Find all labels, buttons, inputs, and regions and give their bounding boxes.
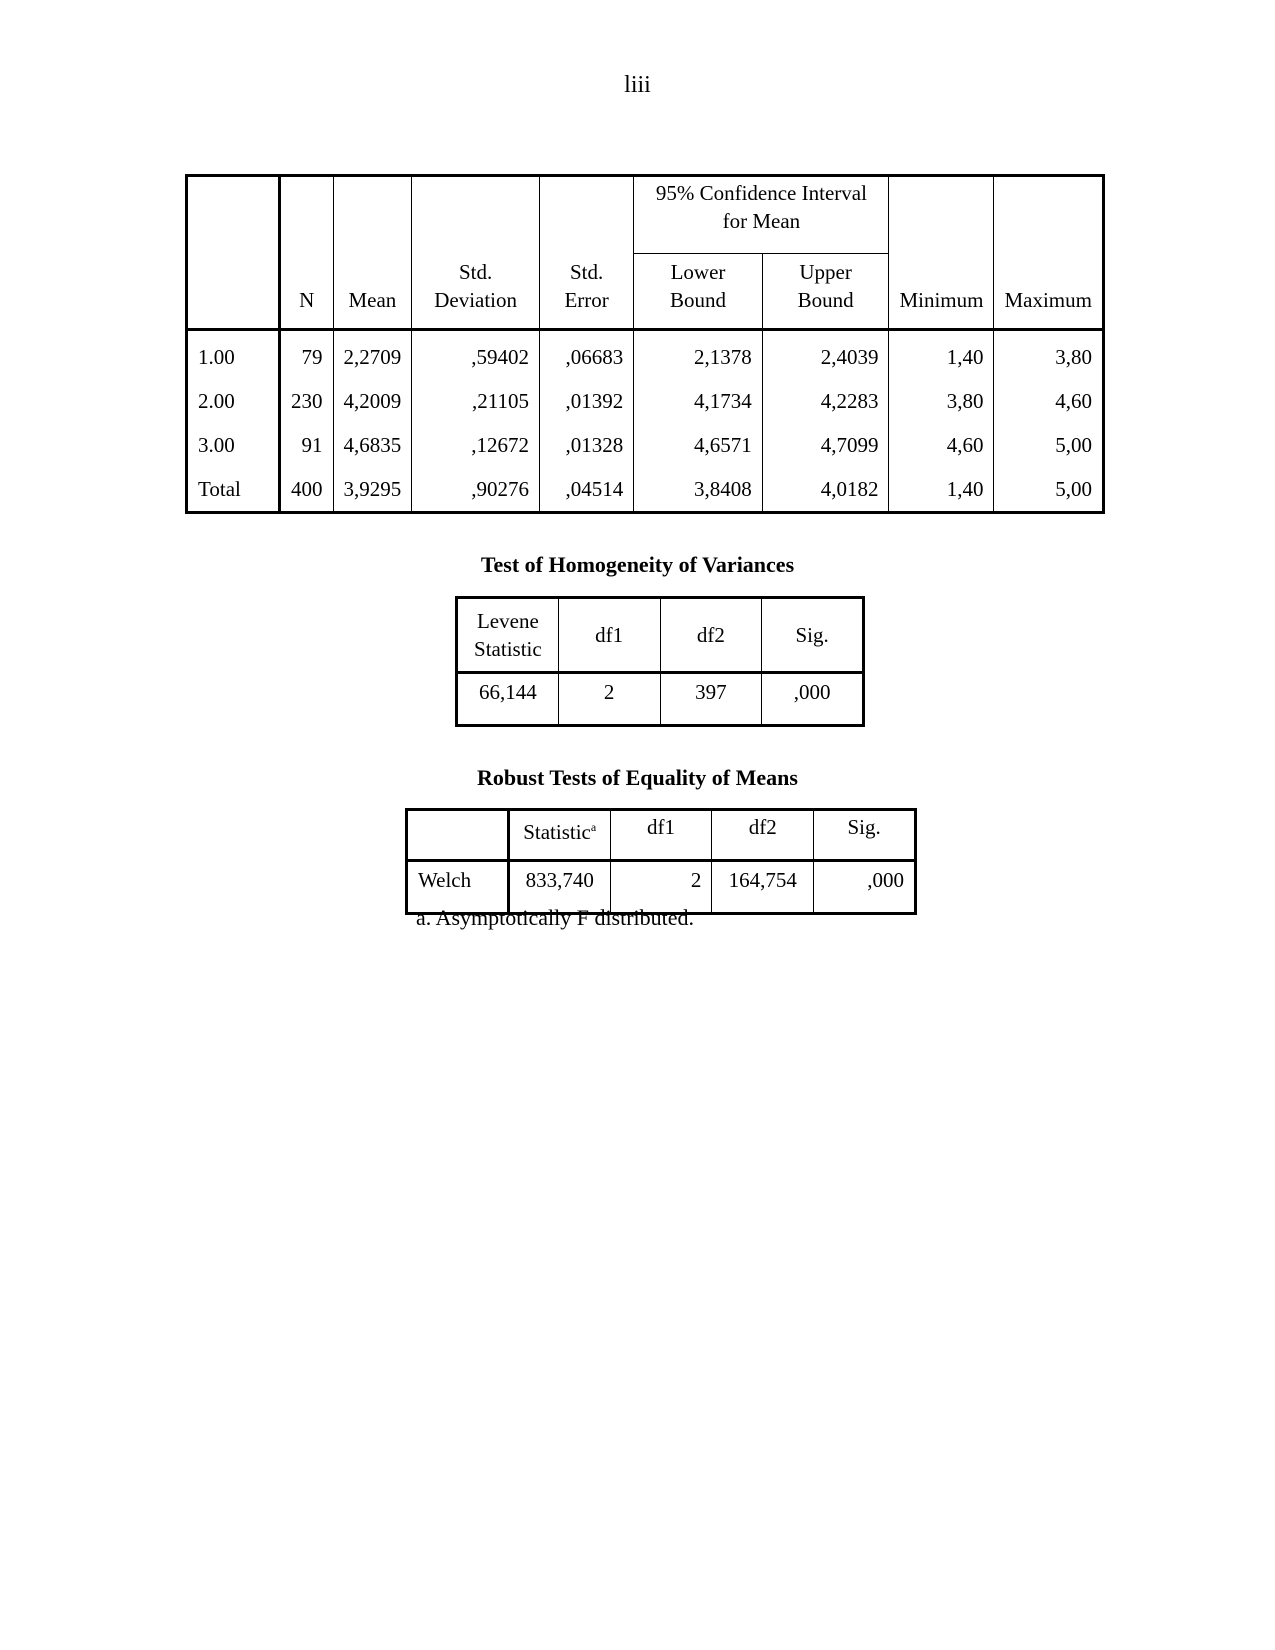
cell-mean: 3,9295	[333, 467, 412, 513]
col-df2: df2	[660, 598, 762, 673]
col-minimum: Minimum	[889, 176, 994, 330]
statistic-footnote-marker: a	[590, 820, 597, 834]
cell-df1: 2	[610, 861, 712, 914]
cell-mean: 2,2709	[333, 330, 412, 380]
col-sig: Sig.	[814, 810, 916, 861]
cell-max: 5,00	[994, 467, 1104, 513]
cell-sd: ,90276	[412, 467, 540, 513]
cell-df1: 2	[558, 673, 660, 726]
row-label: Total	[187, 467, 280, 513]
col-levene: Levene Statistic	[457, 598, 559, 673]
col-ci-group: 95% Confidence Interval for Mean	[634, 176, 889, 254]
cell-n: 230	[280, 379, 334, 423]
col-sig: Sig.	[762, 598, 864, 673]
cell-levene: 66,144	[457, 673, 559, 726]
cell-max: 3,80	[994, 330, 1104, 380]
statistic-label: Statistic	[523, 820, 591, 844]
page-number: liii	[624, 72, 651, 98]
descriptives-table	[185, 174, 1105, 514]
cell-n: 400	[280, 467, 334, 513]
cell-upper: 4,0182	[762, 467, 889, 513]
cell-lower: 3,8408	[634, 467, 762, 513]
robust-title: Robust Tests of Equality of Means	[477, 765, 798, 790]
cell-max: 4,60	[994, 379, 1104, 423]
cell-upper: 4,7099	[762, 423, 889, 467]
cell-mean: 4,2009	[333, 379, 412, 423]
table-row	[187, 467, 1104, 513]
col-upper-bound: Upper Bound	[762, 254, 889, 330]
col-std-error: Std. Error	[539, 176, 633, 330]
cell-n: 91	[280, 423, 334, 467]
cell-lower: 2,1378	[634, 330, 762, 380]
col-maximum: Maximum	[994, 176, 1104, 330]
row-header-blank	[187, 176, 280, 330]
cell-statistic: 833,740	[508, 861, 610, 914]
cell-se: ,04514	[539, 467, 633, 513]
cell-upper: 2,4039	[762, 330, 889, 380]
table-row	[187, 423, 1104, 467]
col-df1: df1	[610, 810, 712, 861]
col-std-deviation: Std. Deviation	[412, 176, 540, 330]
cell-se: ,01392	[539, 379, 633, 423]
col-df2: df2	[712, 810, 814, 861]
cell-sd: ,59402	[412, 330, 540, 380]
cell-upper: 4,2283	[762, 379, 889, 423]
col-mean: Mean	[333, 176, 412, 330]
col-lower-bound: Lower Bound	[634, 254, 762, 330]
cell-df2: 397	[660, 673, 762, 726]
col-n: N	[280, 176, 334, 330]
row-label: 1.00	[187, 330, 280, 380]
cell-sd: ,12672	[412, 423, 540, 467]
homogeneity-title: Test of Homogeneity of Variances	[480, 552, 795, 577]
cell-min: 1,40	[889, 467, 994, 513]
cell-se: ,06683	[539, 330, 633, 380]
row-label: 3.00	[187, 423, 280, 467]
robust-table	[405, 808, 917, 915]
row-label: 2.00	[187, 379, 280, 423]
col-statistic	[508, 810, 610, 861]
col-df1: df1	[558, 598, 660, 673]
cell-max: 5,00	[994, 423, 1104, 467]
cell-sig: ,000	[814, 861, 916, 914]
row-label: Welch	[407, 861, 509, 914]
cell-df2: 164,754	[712, 861, 814, 914]
cell-sd: ,21105	[412, 379, 540, 423]
cell-min: 1,40	[889, 330, 994, 380]
cell-min: 4,60	[889, 423, 994, 467]
homogeneity-table	[455, 596, 865, 727]
row-header-blank	[407, 810, 509, 861]
table-row	[187, 330, 1104, 380]
cell-se: ,01328	[539, 423, 633, 467]
cell-lower: 4,1734	[634, 379, 762, 423]
table-row	[457, 673, 864, 726]
cell-n: 79	[280, 330, 334, 380]
cell-lower: 4,6571	[634, 423, 762, 467]
cell-sig: ,000	[762, 673, 864, 726]
cell-min: 3,80	[889, 379, 994, 423]
table-row	[187, 379, 1104, 423]
footnote: a. Asymptotically F distributed.	[416, 905, 695, 930]
cell-mean: 4,6835	[333, 423, 412, 467]
